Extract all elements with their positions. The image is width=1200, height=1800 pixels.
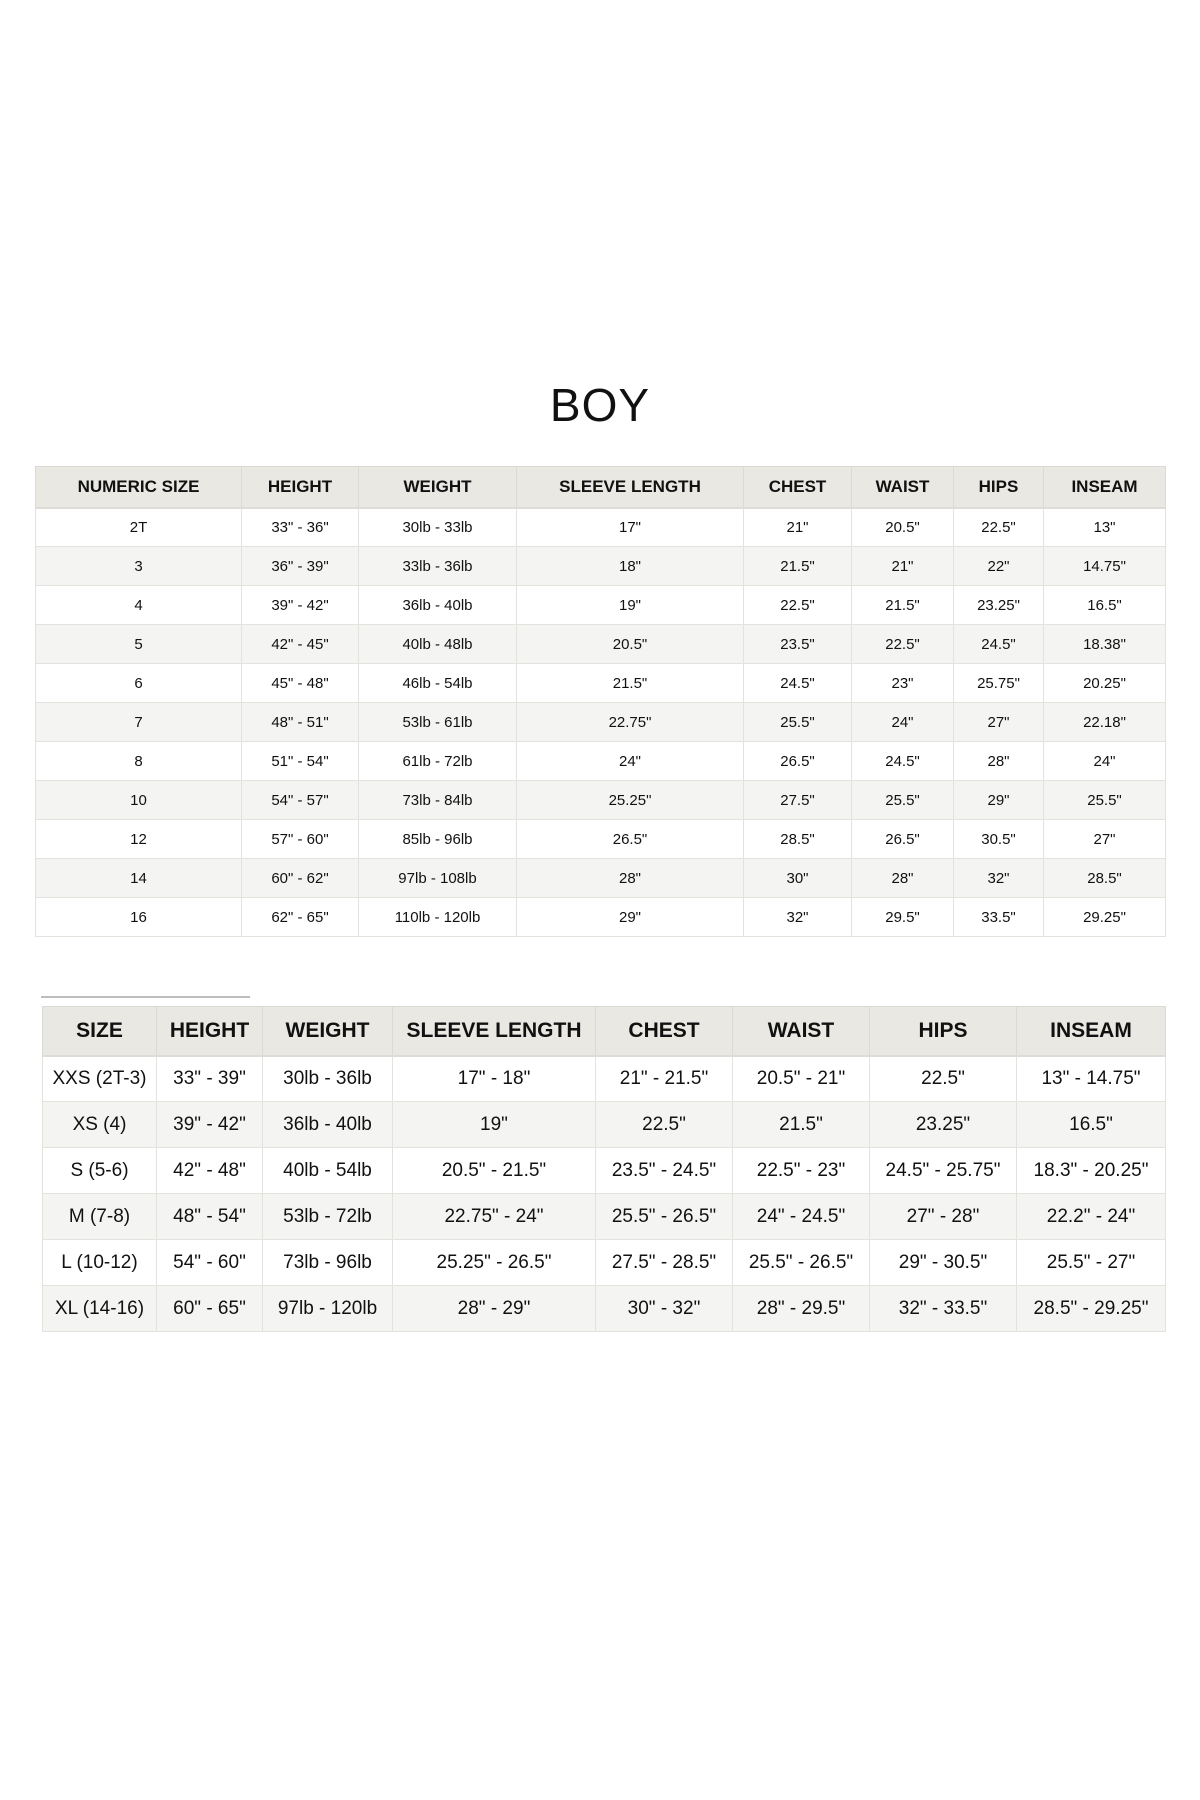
cell-sleeve-length: 28" xyxy=(517,859,744,898)
cell-chest: 27.5" - 28.5" xyxy=(596,1240,733,1286)
column-header-weight: WEIGHT xyxy=(263,1007,393,1056)
column-header-hips: HIPS xyxy=(870,1007,1017,1056)
cell-inseam: 25.5" - 27" xyxy=(1017,1240,1166,1286)
cell-chest: 26.5" xyxy=(744,742,852,781)
cell-inseam: 18.3" - 20.25" xyxy=(1017,1148,1166,1194)
cell-numeric-size: 12 xyxy=(36,820,242,859)
cell-size: XXS (2T-3) xyxy=(43,1056,157,1102)
cell-weight: 97lb - 120lb xyxy=(263,1286,393,1332)
cell-hips: 25.75" xyxy=(954,664,1044,703)
cell-sleeve-length: 21.5" xyxy=(517,664,744,703)
cell-sleeve-length: 29" xyxy=(517,898,744,937)
cell-sleeve-length: 20.5" - 21.5" xyxy=(393,1148,596,1194)
cell-height: 36" - 39" xyxy=(242,547,359,586)
cell-hips: 23.25" xyxy=(870,1102,1017,1148)
cell-inseam: 25.5" xyxy=(1044,781,1166,820)
cell-hips: 32" - 33.5" xyxy=(870,1286,1017,1332)
cell-weight: 97lb - 108lb xyxy=(359,859,517,898)
cell-waist: 21.5" xyxy=(852,586,954,625)
cell-inseam: 16.5" xyxy=(1017,1102,1166,1148)
cell-size: L (10-12) xyxy=(43,1240,157,1286)
column-header-weight: WEIGHT xyxy=(359,467,517,508)
table-row xyxy=(43,1148,1166,1194)
cell-inseam: 29.25" xyxy=(1044,898,1166,937)
column-header-sleeve-length: SLEEVE LENGTH xyxy=(393,1007,596,1056)
cell-hips: 32" xyxy=(954,859,1044,898)
cell-chest: 25.5" - 26.5" xyxy=(596,1194,733,1240)
cell-hips: 30.5" xyxy=(954,820,1044,859)
column-header-waist: WAIST xyxy=(852,467,954,508)
cell-waist: 29.5" xyxy=(852,898,954,937)
cell-sleeve-length: 22.75" - 24" xyxy=(393,1194,596,1240)
column-header-height: HEIGHT xyxy=(242,467,359,508)
cell-inseam: 24" xyxy=(1044,742,1166,781)
cell-weight: 33lb - 36lb xyxy=(359,547,517,586)
cell-hips: 29" xyxy=(954,781,1044,820)
table-row xyxy=(36,898,1166,937)
cell-size: M (7-8) xyxy=(43,1194,157,1240)
cell-inseam: 20.25" xyxy=(1044,664,1166,703)
cell-chest: 23.5" xyxy=(744,625,852,664)
table-row xyxy=(43,1194,1166,1240)
cell-hips: 29" - 30.5" xyxy=(870,1240,1017,1286)
cell-size: XS (4) xyxy=(43,1102,157,1148)
cell-numeric-size: 14 xyxy=(36,859,242,898)
cell-waist: 26.5" xyxy=(852,820,954,859)
cell-sleeve-length: 17" xyxy=(517,508,744,547)
cell-hips: 27" xyxy=(954,703,1044,742)
cell-chest: 32" xyxy=(744,898,852,937)
table-row xyxy=(43,1102,1166,1148)
cell-waist: 23" xyxy=(852,664,954,703)
cell-hips: 33.5" xyxy=(954,898,1044,937)
cell-height: 48" - 51" xyxy=(242,703,359,742)
cell-weight: 36lb - 40lb xyxy=(263,1102,393,1148)
cell-weight: 73lb - 96lb xyxy=(263,1240,393,1286)
cell-height: 62" - 65" xyxy=(242,898,359,937)
table-header-row xyxy=(43,1007,1166,1056)
cell-hips: 24.5" xyxy=(954,625,1044,664)
cell-sleeve-length: 24" xyxy=(517,742,744,781)
cell-height: 42" - 45" xyxy=(242,625,359,664)
column-header-numeric-size: NUMERIC SIZE xyxy=(36,467,242,508)
cell-inseam: 28.5" xyxy=(1044,859,1166,898)
cell-numeric-size: 3 xyxy=(36,547,242,586)
cell-inseam: 22.18" xyxy=(1044,703,1166,742)
cell-waist: 22.5" xyxy=(852,625,954,664)
cell-weight: 30lb - 36lb xyxy=(263,1056,393,1102)
cell-numeric-size: 6 xyxy=(36,664,242,703)
table-row xyxy=(36,703,1166,742)
cell-hips: 22" xyxy=(954,547,1044,586)
cell-height: 60" - 65" xyxy=(157,1286,263,1332)
cell-inseam: 18.38" xyxy=(1044,625,1166,664)
column-header-hips: HIPS xyxy=(954,467,1044,508)
cell-weight: 40lb - 48lb xyxy=(359,625,517,664)
table-row xyxy=(36,664,1166,703)
cell-height: 33" - 39" xyxy=(157,1056,263,1102)
cell-waist: 24.5" xyxy=(852,742,954,781)
cell-numeric-size: 10 xyxy=(36,781,242,820)
cell-numeric-size: 4 xyxy=(36,586,242,625)
cell-sleeve-length: 22.75" xyxy=(517,703,744,742)
table-row xyxy=(36,547,1166,586)
cell-hips: 23.25" xyxy=(954,586,1044,625)
table-row xyxy=(36,586,1166,625)
cell-numeric-size: 5 xyxy=(36,625,242,664)
cell-height: 33" - 36" xyxy=(242,508,359,547)
cell-size: XL (14-16) xyxy=(43,1286,157,1332)
cell-chest: 24.5" xyxy=(744,664,852,703)
cell-size: S (5-6) xyxy=(43,1148,157,1194)
table-body xyxy=(36,508,1166,937)
cell-chest: 23.5" - 24.5" xyxy=(596,1148,733,1194)
cell-weight: 36lb - 40lb xyxy=(359,586,517,625)
cell-chest: 27.5" xyxy=(744,781,852,820)
cell-chest: 22.5" xyxy=(744,586,852,625)
cell-inseam: 13" - 14.75" xyxy=(1017,1056,1166,1102)
cell-height: 39" - 42" xyxy=(157,1102,263,1148)
cell-sleeve-length: 18" xyxy=(517,547,744,586)
table-row xyxy=(36,820,1166,859)
cell-chest: 28.5" xyxy=(744,820,852,859)
cell-height: 48" - 54" xyxy=(157,1194,263,1240)
cell-sleeve-length: 25.25" xyxy=(517,781,744,820)
cell-height: 57" - 60" xyxy=(242,820,359,859)
cell-waist: 21.5" xyxy=(733,1102,870,1148)
table-header-row xyxy=(36,467,1166,508)
cell-height: 39" - 42" xyxy=(242,586,359,625)
cell-chest: 25.5" xyxy=(744,703,852,742)
cell-sleeve-length: 28" - 29" xyxy=(393,1286,596,1332)
cell-numeric-size: 16 xyxy=(36,898,242,937)
table-row xyxy=(36,859,1166,898)
section-divider xyxy=(41,996,250,998)
cell-weight: 85lb - 96lb xyxy=(359,820,517,859)
cell-sleeve-length: 19" xyxy=(393,1102,596,1148)
column-header-size: SIZE xyxy=(43,1007,157,1056)
numeric-size-chart-table xyxy=(35,466,1166,937)
cell-weight: 73lb - 84lb xyxy=(359,781,517,820)
table-row xyxy=(43,1286,1166,1332)
cell-numeric-size: 8 xyxy=(36,742,242,781)
cell-numeric-size: 2T xyxy=(36,508,242,547)
cell-weight: 40lb - 54lb xyxy=(263,1148,393,1194)
cell-weight: 53lb - 72lb xyxy=(263,1194,393,1240)
cell-sleeve-length: 20.5" xyxy=(517,625,744,664)
letter-size-chart-table xyxy=(42,1006,1166,1332)
cell-inseam: 28.5" - 29.25" xyxy=(1017,1286,1166,1332)
column-header-inseam: INSEAM xyxy=(1017,1007,1166,1056)
column-header-chest: CHEST xyxy=(744,467,852,508)
cell-weight: 30lb - 33lb xyxy=(359,508,517,547)
cell-height: 42" - 48" xyxy=(157,1148,263,1194)
cell-waist: 25.5" xyxy=(852,781,954,820)
cell-numeric-size: 7 xyxy=(36,703,242,742)
cell-weight: 110lb - 120lb xyxy=(359,898,517,937)
cell-height: 51" - 54" xyxy=(242,742,359,781)
column-header-sleeve-length: SLEEVE LENGTH xyxy=(517,467,744,508)
column-header-chest: CHEST xyxy=(596,1007,733,1056)
cell-inseam: 13" xyxy=(1044,508,1166,547)
cell-hips: 28" xyxy=(954,742,1044,781)
cell-inseam: 14.75" xyxy=(1044,547,1166,586)
cell-inseam: 16.5" xyxy=(1044,586,1166,625)
cell-chest: 21.5" xyxy=(744,547,852,586)
cell-waist: 22.5" - 23" xyxy=(733,1148,870,1194)
column-header-height: HEIGHT xyxy=(157,1007,263,1056)
cell-chest: 30" - 32" xyxy=(596,1286,733,1332)
table-row xyxy=(36,781,1166,820)
cell-inseam: 27" xyxy=(1044,820,1166,859)
cell-weight: 53lb - 61lb xyxy=(359,703,517,742)
cell-chest: 30" xyxy=(744,859,852,898)
cell-sleeve-length: 19" xyxy=(517,586,744,625)
table-body xyxy=(43,1056,1166,1332)
cell-hips: 24.5" - 25.75" xyxy=(870,1148,1017,1194)
cell-chest: 22.5" xyxy=(596,1102,733,1148)
cell-hips: 27" - 28" xyxy=(870,1194,1017,1240)
column-header-inseam: INSEAM xyxy=(1044,467,1166,508)
table-row xyxy=(43,1056,1166,1102)
cell-height: 54" - 57" xyxy=(242,781,359,820)
table-row xyxy=(36,625,1166,664)
cell-height: 60" - 62" xyxy=(242,859,359,898)
page-title: BOY xyxy=(549,379,651,431)
cell-weight: 46lb - 54lb xyxy=(359,664,517,703)
cell-waist: 21" xyxy=(852,547,954,586)
cell-waist: 20.5" - 21" xyxy=(733,1056,870,1102)
cell-inseam: 22.2" - 24" xyxy=(1017,1194,1166,1240)
cell-chest: 21" - 21.5" xyxy=(596,1056,733,1102)
cell-weight: 61lb - 72lb xyxy=(359,742,517,781)
cell-hips: 22.5" xyxy=(870,1056,1017,1102)
cell-height: 45" - 48" xyxy=(242,664,359,703)
column-header-waist: WAIST xyxy=(733,1007,870,1056)
cell-waist: 28" xyxy=(852,859,954,898)
cell-waist: 25.5" - 26.5" xyxy=(733,1240,870,1286)
cell-sleeve-length: 25.25" - 26.5" xyxy=(393,1240,596,1286)
cell-waist: 24" xyxy=(852,703,954,742)
cell-sleeve-length: 26.5" xyxy=(517,820,744,859)
cell-sleeve-length: 17" - 18" xyxy=(393,1056,596,1102)
cell-chest: 21" xyxy=(744,508,852,547)
table-row xyxy=(36,508,1166,547)
table-row xyxy=(43,1240,1166,1286)
cell-waist: 24" - 24.5" xyxy=(733,1194,870,1240)
cell-waist: 28" - 29.5" xyxy=(733,1286,870,1332)
cell-waist: 20.5" xyxy=(852,508,954,547)
cell-hips: 22.5" xyxy=(954,508,1044,547)
table-row xyxy=(36,742,1166,781)
cell-height: 54" - 60" xyxy=(157,1240,263,1286)
